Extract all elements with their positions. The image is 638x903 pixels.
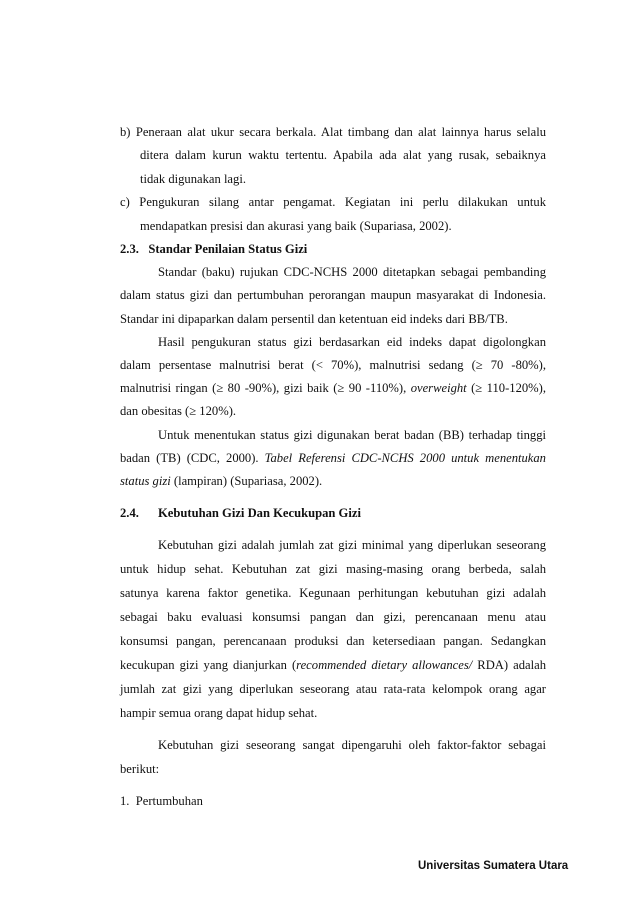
paragraph-kebutuhan-line2: untuk hidup sehat. Kebutuhan zat gizi masing-masing orang berbeda, salah — [120, 562, 546, 576]
paragraph-kebutuhan-line3: satunya karena faktor genetika. Kegunaan perhitungan kebutuhan gizi adalah — [120, 586, 546, 600]
footer-university: Universitas Sumatera Utara — [418, 860, 569, 872]
section-number-2-4: 2.4. — [120, 506, 139, 520]
paragraph-untuk-line3-b: (lampiran) (Supariasa, 2002). — [170, 474, 323, 488]
overweight-term: overweight — [410, 381, 467, 395]
paragraph-hasil-line3-c: (≥ 110-120%), — [466, 381, 547, 395]
tabel-referensi-title: Tabel Referensi CDC-NCHS 2000 untuk menentukan — [264, 451, 546, 465]
paragraph-untuk-line2-a: badan (TB) (CDC, 2000). — [120, 451, 265, 465]
list-item-c-line2: mendapatkan presisi dan akurasi yang baik (Supariasa, 2002). — [140, 219, 452, 233]
list-item-c-line1: c) Pengukuran silang antar pengamat. Kegiatan ini perlu dilakukan untuk — [120, 195, 546, 209]
list-item-pertumbuhan: 1. Pertumbuhan — [120, 794, 203, 808]
paragraph-untuk-line2 — [120, 450, 546, 466]
paragraph-hasil-line1: Hasil pengukuran status gizi berdasarkan eid indeks dapat digolongkan — [158, 335, 546, 349]
rda-term: recommended dietary allowances/ — [296, 658, 473, 672]
paragraph-untuk-line3 — [120, 473, 322, 489]
status-gizi-term: status gizi — [120, 474, 171, 488]
paragraph-kebutuhan-line7: jumlah zat gizi yang diperlukan seseorang atau rata-rata kelompok orang agar — [120, 682, 546, 696]
list-item-b-line2: ditera dalam kurun waktu tertentu. Apabila ada alat yang rusak, sebaiknya — [140, 148, 546, 162]
paragraph-kebutuhan-line6-a: kecukupan gizi yang dianjurkan ( — [120, 658, 297, 672]
paragraph-hasil-line4: dan obesitas (≥ 120%). — [120, 404, 237, 418]
paragraph-faktor-line1: Kebutuhan gizi seseorang sangat dipengaruhi oleh faktor-faktor sebagai — [158, 738, 546, 752]
paragraph-hasil-line2: dalam persentase malnutrisi berat (< 70%), malnutrisi sedang (≥ 70 -80%), — [120, 358, 546, 372]
paragraph-kebutuhan-line6-c: RDA) adalah — [472, 658, 547, 672]
section-heading-2-3: 2.3. Standar Penilaian Status Gizi — [120, 242, 308, 256]
paragraph-kebutuhan-line5: konsumsi pangan, perencanaan produksi dan ketersediaan pangan. Sedangkan — [120, 634, 546, 648]
section-title-2-4: Kebutuhan Gizi Dan Kecukupan Gizi — [158, 506, 361, 520]
list-item-b-line1: b) Peneraan alat ukur secara berkala. Alat timbang dan alat lainnya harus selalu — [120, 125, 546, 139]
paragraph-kebutuhan-line6 — [120, 657, 546, 673]
paragraph-hasil-line3 — [120, 380, 546, 396]
paragraph-faktor-line2: berikut: — [120, 762, 160, 776]
list-item-b-line3: tidak digunakan lagi. — [140, 172, 246, 186]
paragraph-untuk-line1: Untuk menentukan status gizi digunakan berat badan (BB) terhadap tinggi — [158, 428, 546, 442]
paragraph-kebutuhan-line1: Kebutuhan gizi adalah jumlah zat gizi minimal yang diperlukan seseorang — [158, 538, 546, 552]
paragraph-kebutuhan-line8: hampir semua orang dapat hidup sehat. — [120, 706, 318, 720]
paragraph-standar-line3: Standar ini dipaparkan dalam persentil dan ketentuan eid indeks dari BB/TB. — [120, 312, 508, 326]
paragraph-standar-line1: Standar (baku) rujukan CDC-NCHS 2000 ditetapkan sebagai pembanding — [158, 265, 546, 279]
paragraph-standar-line2: dalam status gizi dan pertumbuhan perorangan maupun masyarakat di Indonesia. — [120, 288, 546, 302]
paragraph-kebutuhan-line4: sebagai baku evaluasi konsumsi pangan dan gizi, perencanaan menu atau — [120, 610, 546, 624]
paragraph-hasil-line3-a: malnutrisi ringan (≥ 80 -90%), gizi baik (≥ 90 -110%), — [120, 381, 411, 395]
